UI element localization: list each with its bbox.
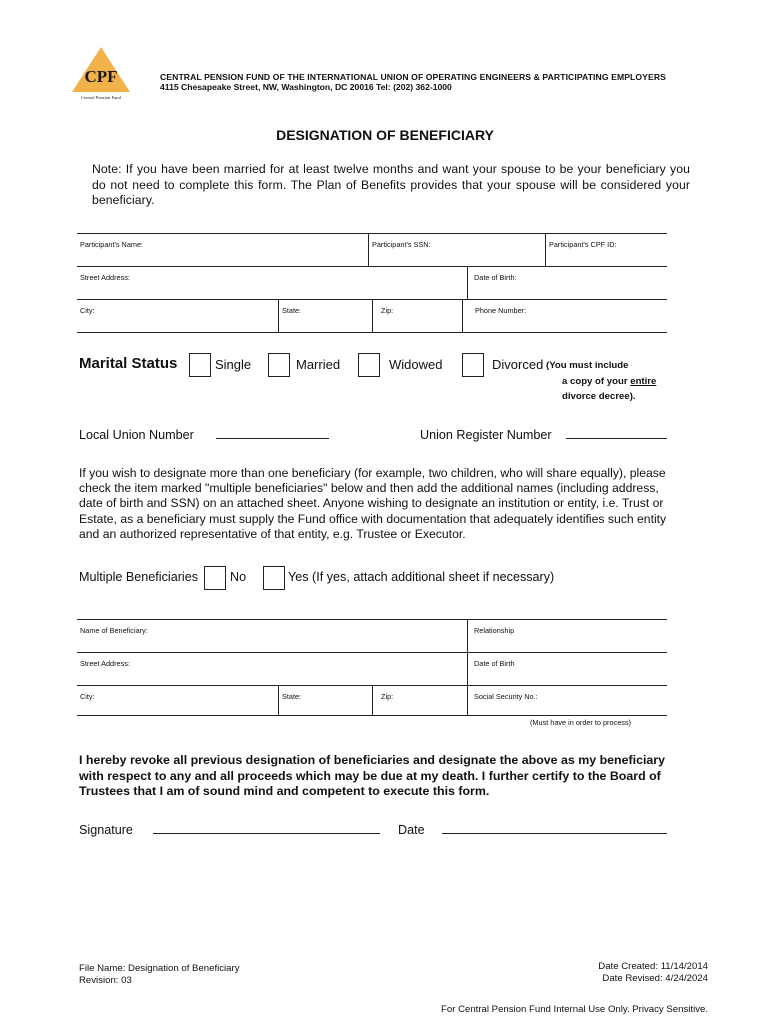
participant-zip-label: Zip: (381, 306, 394, 315)
divorced-note-line1: (You must include (546, 360, 629, 371)
beneficiary-street-field[interactable] (77, 653, 467, 685)
participant-city-field[interactable] (77, 300, 278, 332)
logo-text: CPF (84, 67, 118, 86)
participant-row-2 (77, 267, 667, 300)
beneficiary-row-3 (77, 686, 667, 716)
widowed-checkbox[interactable] (358, 353, 380, 377)
logo-subtext: Central Pension Fund (81, 95, 121, 100)
cpf-logo (70, 46, 132, 102)
participant-phone-label: Phone Number: (475, 306, 527, 315)
date-revised: Date Revised: 4/24/2024 (602, 973, 708, 984)
participant-dob-label: Date of Birth: (474, 273, 517, 282)
participant-city-label: City: (80, 306, 95, 315)
revision: Revision: 03 (79, 975, 132, 986)
local-union-label: Local Union Number (79, 428, 194, 442)
internal-use-notice: For Central Pension Fund Internal Use Only. Privacy Sensitive. (441, 1004, 708, 1015)
beneficiary-zip-field[interactable] (372, 686, 467, 715)
multiple-yes-label: Yes (If yes, attach additional sheet if necessary) (288, 570, 555, 584)
page-title: DESIGNATION OF BENEFICIARY (276, 127, 494, 143)
participant-ssn-label: Participant's SSN: (372, 240, 431, 249)
participant-name-label: Participant's Name: (80, 240, 144, 249)
org-name: CENTRAL PENSION FUND OF THE INTERNATIONAL UNION OF OPERATING ENGINEERS & PARTICIPATING EMPLOYERS (160, 72, 666, 82)
participant-row-1 (77, 234, 667, 267)
multiple-yes-checkbox[interactable] (263, 566, 285, 590)
revocation-statement: I hereby revoke all previous designation of beneficiaries and designate the above as my beneficiary with respect to any and all proceeds which may be due at my death. I further certify to the Board of Trustees that I am of sound mind and competent to execute this form. (79, 753, 666, 799)
participant-street-field[interactable] (77, 267, 467, 299)
single-label: Single (215, 357, 252, 372)
beneficiary-street-label: Street Address: (80, 659, 130, 668)
beneficiary-row-1 (77, 620, 667, 653)
signature-line[interactable] (153, 833, 380, 834)
union-register-line[interactable] (566, 438, 667, 439)
date-created: Date Created: 11/14/2014 (598, 961, 708, 972)
participant-info-grid (77, 233, 667, 333)
marital-status-label: Marital Status (79, 355, 178, 372)
beneficiary-ssn-label: Social Security No.: (474, 692, 538, 701)
date-line[interactable] (442, 833, 667, 834)
multiple-no-checkbox[interactable] (204, 566, 226, 590)
married-label: Married (296, 357, 341, 372)
date-label: Date (398, 823, 425, 837)
divorced-checkbox[interactable] (462, 353, 484, 377)
participant-dob-field[interactable] (467, 267, 667, 299)
beneficiary-info-grid (77, 619, 667, 716)
participant-cpf-id-label: Participant's CPF ID: (549, 240, 617, 249)
beneficiary-name-label: Name of Beneficiary: (80, 626, 148, 635)
single-checkbox[interactable] (189, 353, 211, 377)
participant-street-label: Street Address: (80, 273, 130, 282)
multiple-no-label: No (230, 570, 247, 584)
participant-ssn-field[interactable] (368, 234, 545, 266)
beneficiary-zip-label: Zip: (381, 692, 394, 701)
participant-cpf-id-field[interactable] (545, 234, 667, 266)
beneficiary-name-field[interactable] (77, 620, 467, 652)
divorced-label: Divorced (492, 357, 544, 372)
multiple-beneficiaries-label: Multiple Beneficiaries (79, 570, 198, 584)
widowed-label: Widowed (389, 357, 443, 372)
participant-phone-field[interactable] (462, 300, 667, 332)
beneficiary-state-field[interactable] (278, 686, 372, 715)
divorced-note-entire: entire (630, 376, 657, 387)
participant-row-3 (77, 300, 667, 333)
signature-label: Signature (79, 823, 133, 837)
beneficiary-ssn-field[interactable] (467, 686, 667, 715)
spouse-note: Note: If you have been married for at least twelve months and want your spouse to be your beneficiary you do not need to complete this form. The Plan of Benefits provides that your spouse will be considered your beneficiary. (92, 162, 690, 207)
married-checkbox[interactable] (268, 353, 290, 377)
participant-state-label: State: (282, 306, 302, 315)
beneficiary-city-field[interactable] (77, 686, 278, 715)
divorced-note-line3: divorce decree). (562, 391, 636, 402)
union-register-label: Union Register Number (420, 428, 552, 442)
must-have-note: (Must have in order to process) (530, 718, 631, 727)
beneficiary-relationship-label: Relationship (474, 626, 515, 635)
local-union-line[interactable] (216, 438, 329, 439)
file-name: File Name: Designation of Beneficiary (79, 963, 240, 974)
beneficiary-row-2 (77, 653, 667, 686)
multiple-beneficiary-instructions: If you wish to designate more than one beneficiary (for example, two children, who will share equally), please check the item marked "multiple beneficiaries" below and then add the additional names (including address, date of birth and SSN) on an attached sheet. Anyone wishing to designate an institution or entity, i.e. Trust or Estate, as a beneficiary must supply the Fund office with documentation that adequately identifies such entity and an authorized representative of that entity, e.g. Trustee or Executor. (79, 466, 667, 541)
beneficiary-dob-label: Date of Birth (474, 659, 515, 668)
divorced-note-text: a copy of your (562, 376, 631, 387)
beneficiary-relationship-field[interactable] (467, 620, 667, 652)
beneficiary-dob-field[interactable] (467, 653, 667, 685)
beneficiary-city-label: City: (80, 692, 95, 701)
participant-state-field[interactable] (278, 300, 372, 332)
org-address: 4115 Chesapeake Street, NW, Washington, DC 20016 Tel: (202) 362-1000 (160, 82, 452, 92)
beneficiary-state-label: State: (282, 692, 302, 701)
participant-name-field[interactable] (77, 234, 368, 266)
divorced-note-line2 (562, 376, 656, 387)
participant-zip-field[interactable] (372, 300, 462, 332)
